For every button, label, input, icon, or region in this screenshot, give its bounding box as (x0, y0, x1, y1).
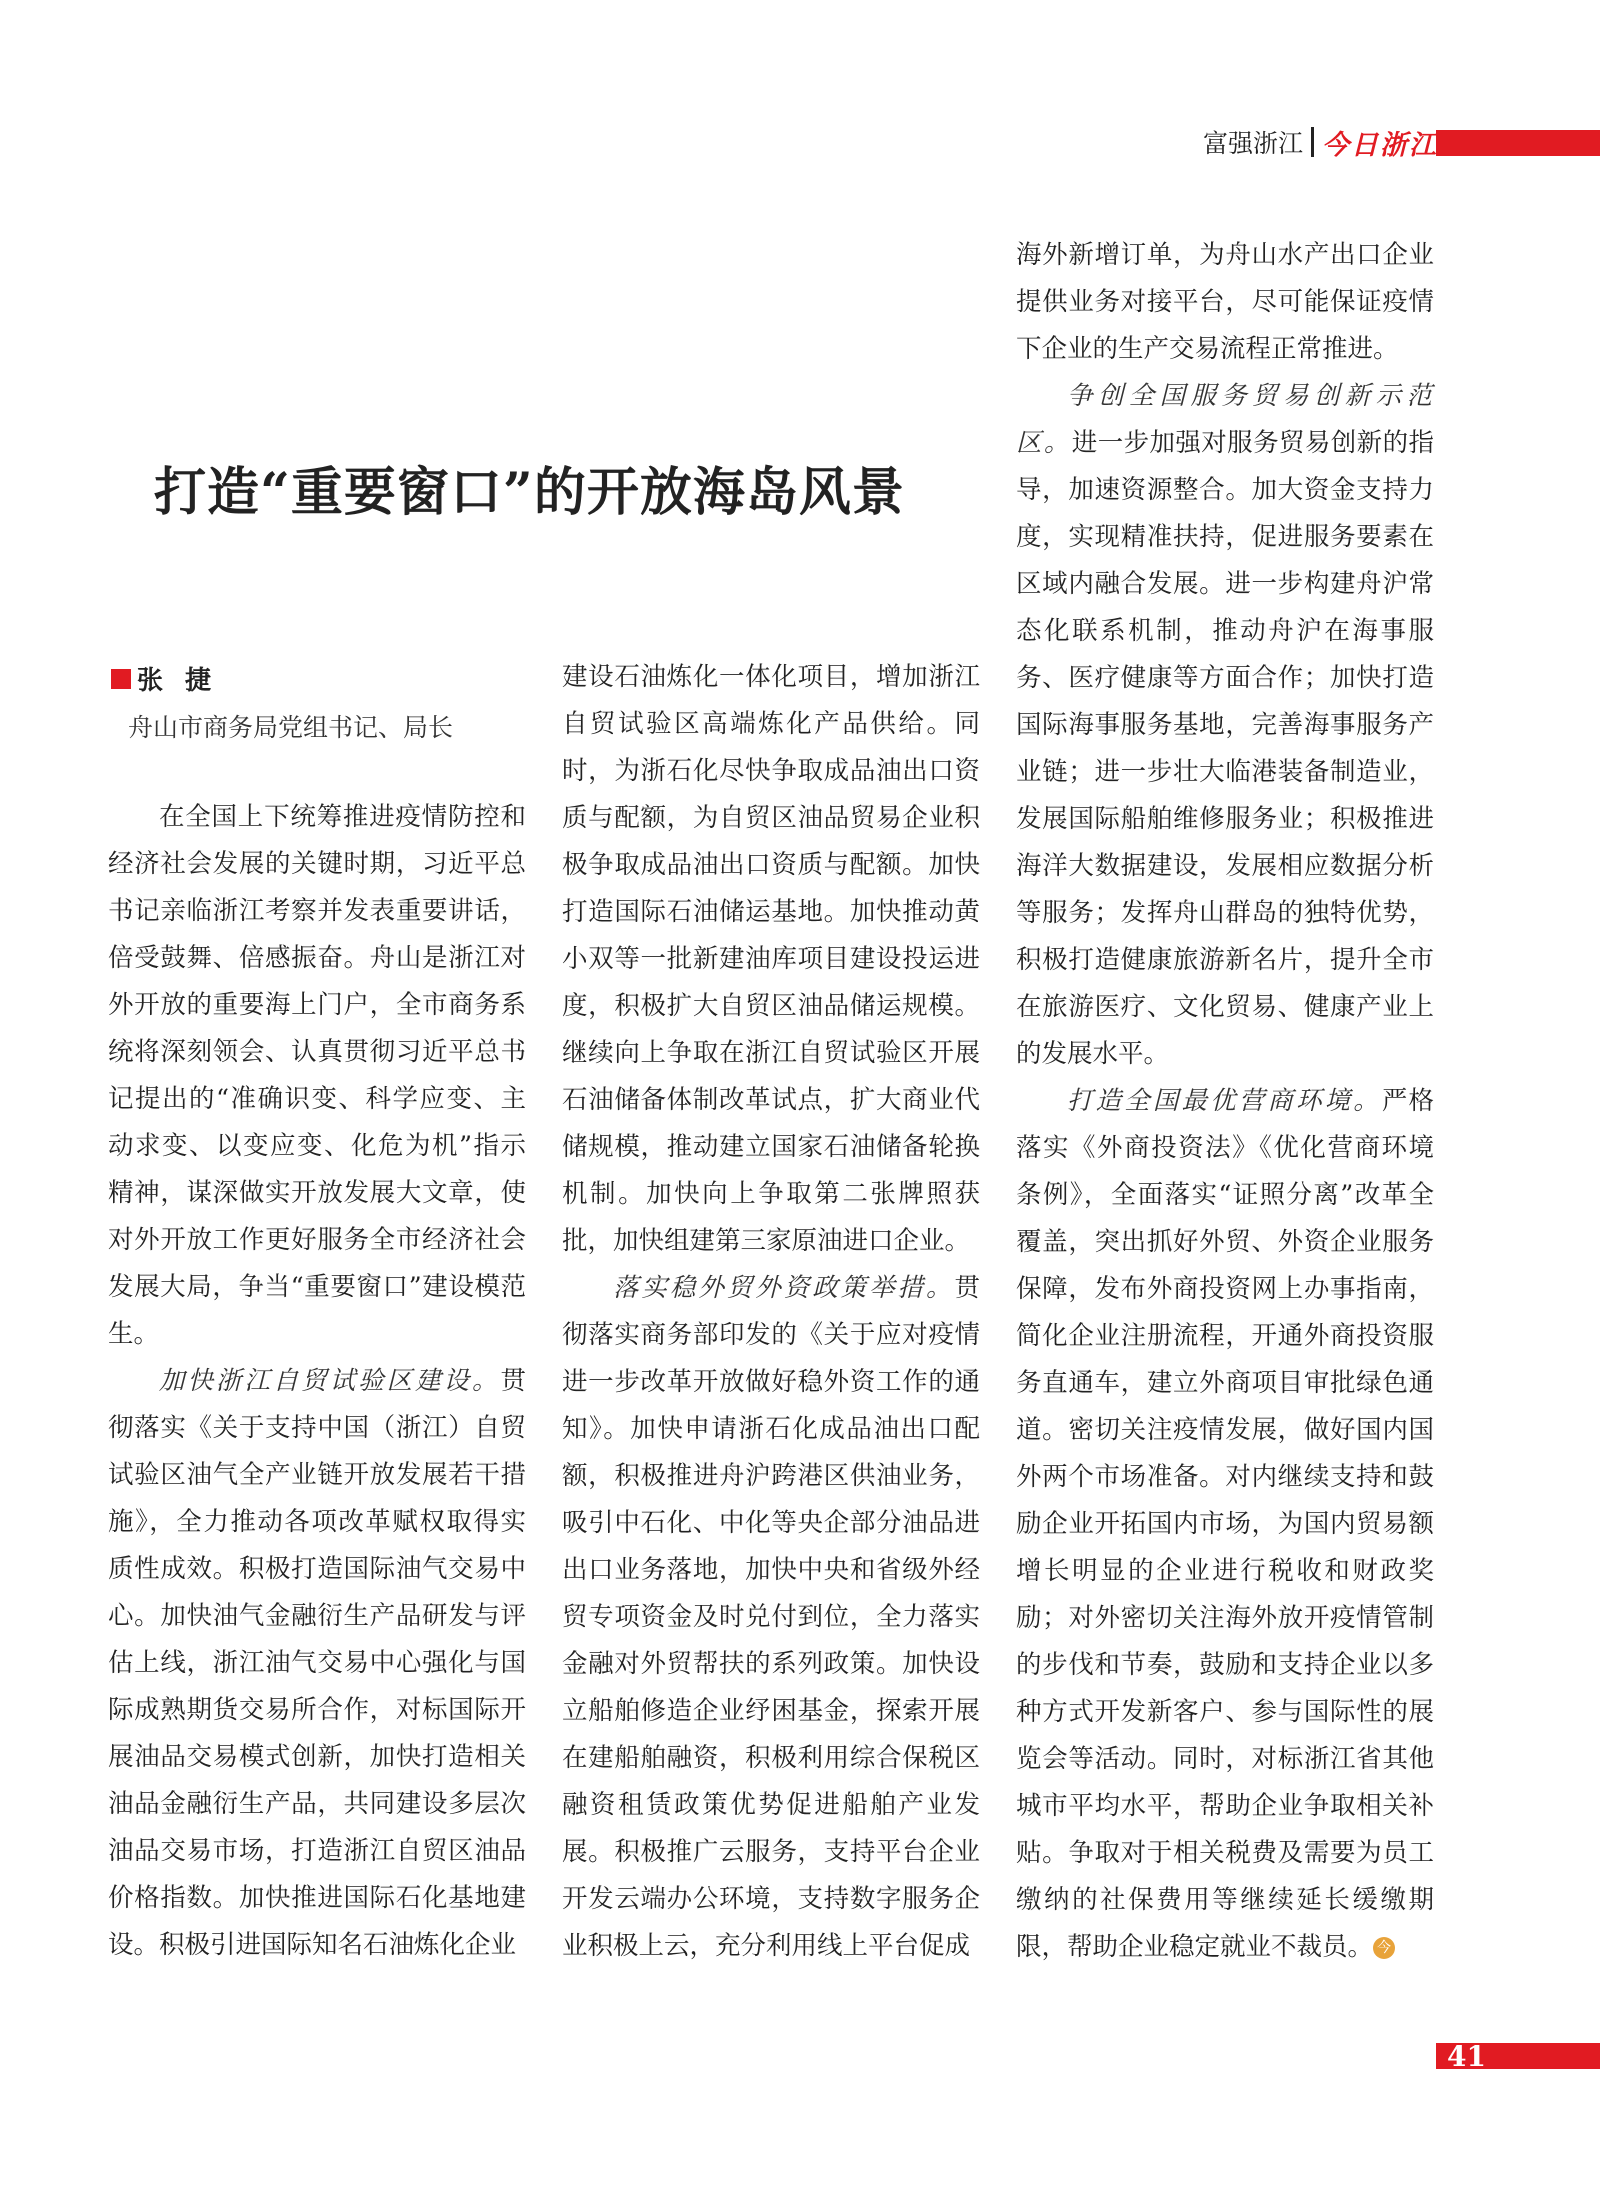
author-name: 张捷 (137, 666, 234, 696)
paragraph (562, 1265, 980, 1970)
magazine-logo: 今日浙江 (1322, 129, 1439, 161)
paragraph-body: 贯彻落实商务部印发的《关于应对疫情进一步改革开放做好稳外资工作的通知》。加快申请浙石化成品油出口配额，积极推进舟沪跨港区供油业务，吸引中石化、中化等央企部分油品进出口业务落地，加快中央和省级外经贸专项资金及时兑付到位，全力落实金融对外贸帮扶的系列政策。加快设立船舶修造企业纾困基金，探索开展在建船舶融资，积极利用综合保税区融资租赁政策优势促进船舶产业发展。积极推广云服务，支持平台企业开发云端办公环境，支持数字服务企业积极上云，充分利用线上平台促成 (562, 1273, 980, 1961)
paragraph-lead: 争创全国服务贸易创新示范区。 (1016, 381, 1434, 458)
text-column-2 (562, 654, 980, 1970)
paragraph: 在全国上下统筹推进疫情防控和经济社会发展的关键时期，习近平总书记亲临浙江考察并发表重要讲话，倍受鼓舞、倍感振奋。舟山是浙江对外开放的重要海上门户，全市商务系统将深刻领会、认真贯彻习近平总书记提出的“准确识变、科学应变、主动求变、以变应变、化危为机”指示精神，谋深做实开放发展大文章，使对外开放工作更好服务全市经济社会发展大局，争当“重要窗口”建设模范生。 (108, 802, 526, 1349)
running-header (1203, 125, 1438, 159)
paragraph-body: 严格落实《外商投资法》《优化营商环境条例》，全面落实“证照分离”改革全覆盖，突出抓好外贸、外资企业服务保障，发布外商投资网上办事指南，简化企业注册流程，开通外商投资服务直通车，建立外商项目审批绿色通道。密切关注疫情发展，做好国内国外两个市场准备。对内继续支持和鼓励企业开拓国内市场，为国内贸易额增长明显的企业进行税收和财政奖励；对外密切关注海外放开疫情管制的步伐和节奏，鼓励和支持企业以多种方式开发新客户、参与国际性的展览会等活动。同时，对标浙江省其他城市平均水平，帮助企业争取相关补贴。争取对于相关税费及需要为员工缴纳的社保费用等继续延长缓缴期限，帮助企业稳定就业不裁员。 (1016, 1086, 1434, 1962)
paragraph: 建设石油炼化一体化项目，增加浙江自贸试验区高端炼化产品供给。同时，为浙石化尽快争取成品油出口资质与配额，为自贸区油品贸易企业积极争取成品油出口资质与配额。加快打造国际石油储运基地。加快推动黄小双等一批新建油库项目建设投运进度，积极扩大自贸区油品储运规模。继续向上争取在浙江自贸试验区开展石油储备体制改革试点，扩大商业代储规模，推动建立国家石油储备轮换机制。加快向上争取第二张牌照获批，加快组建第三家原油进口企业。 (562, 662, 980, 1256)
author-role: 舟山市商务局党组书记、局长 (128, 713, 454, 742)
header-section: 富强浙江 (1203, 129, 1304, 158)
end-mark-icon: 今 (1373, 1937, 1395, 1959)
paragraph-lead: 落实稳外贸外资政策举措。 (613, 1273, 955, 1303)
article-title: 打造“重要窗口”的开放海岛风景 (154, 462, 905, 523)
paragraph-body: 贯彻落实《关于支持中国（浙江）自贸试验区油气全产业链开放发展若干措施》，全力推动各项改革赋权取得实质性成效。积极打造国际油气交易中心。加快油气金融衍生产品研发与评估上线，浙江油气交易中心强化与国际成熟期货交易所合作，对标国际开展油品交易模式创新，加快打造相关油品金融衍生产品，共同建设多层次油品交易市场，打造浙江自贸区油品价格指数。加快推进国际石化基地建设。积极引进国际知名石油炼化企业 (108, 1366, 526, 1960)
header-divider (1311, 127, 1314, 157)
paragraph-body: 进一步加强对服务贸易创新的指导，加速资源整合。加大资金支持力度，实现精准扶持，促进服务要素在区域内融合发展。进一步构建舟沪常态化联系机制，推动舟沪在海事服务、医疗健康等方面合作；加快打造国际海事服务基地，完善海事服务产业链；进一步壮大临港装备制造业，发展国际船舶维修服务业；积极推进海洋大数据建设，发展相应数据分析等服务；发挥舟山群岛的独特优势，积极打造健康旅游新名片，提升全市在旅游医疗、文化贸易、健康产业上的发展水平。 (1016, 428, 1434, 1069)
text-column-3 (1016, 232, 1434, 1971)
paragraph (1016, 373, 1434, 1078)
paragraph (1016, 1078, 1434, 1971)
paragraph-lead: 加快浙江自贸试验区建设。 (159, 1366, 501, 1396)
page-number: 41 (1447, 2040, 1486, 2073)
header-accent-bar (1436, 130, 1600, 156)
text-column-1 (108, 794, 526, 1969)
paragraph: 海外新增订单，为舟山水产出口企业提供业务对接平台，尽可能保证疫情下企业的生产交易流程正常推进。 (1016, 240, 1434, 364)
paragraph-lead: 打造全国最优营商环境。 (1067, 1086, 1382, 1116)
red-square-icon (111, 669, 131, 689)
paragraph (108, 1358, 526, 1969)
author-byline (111, 660, 233, 697)
